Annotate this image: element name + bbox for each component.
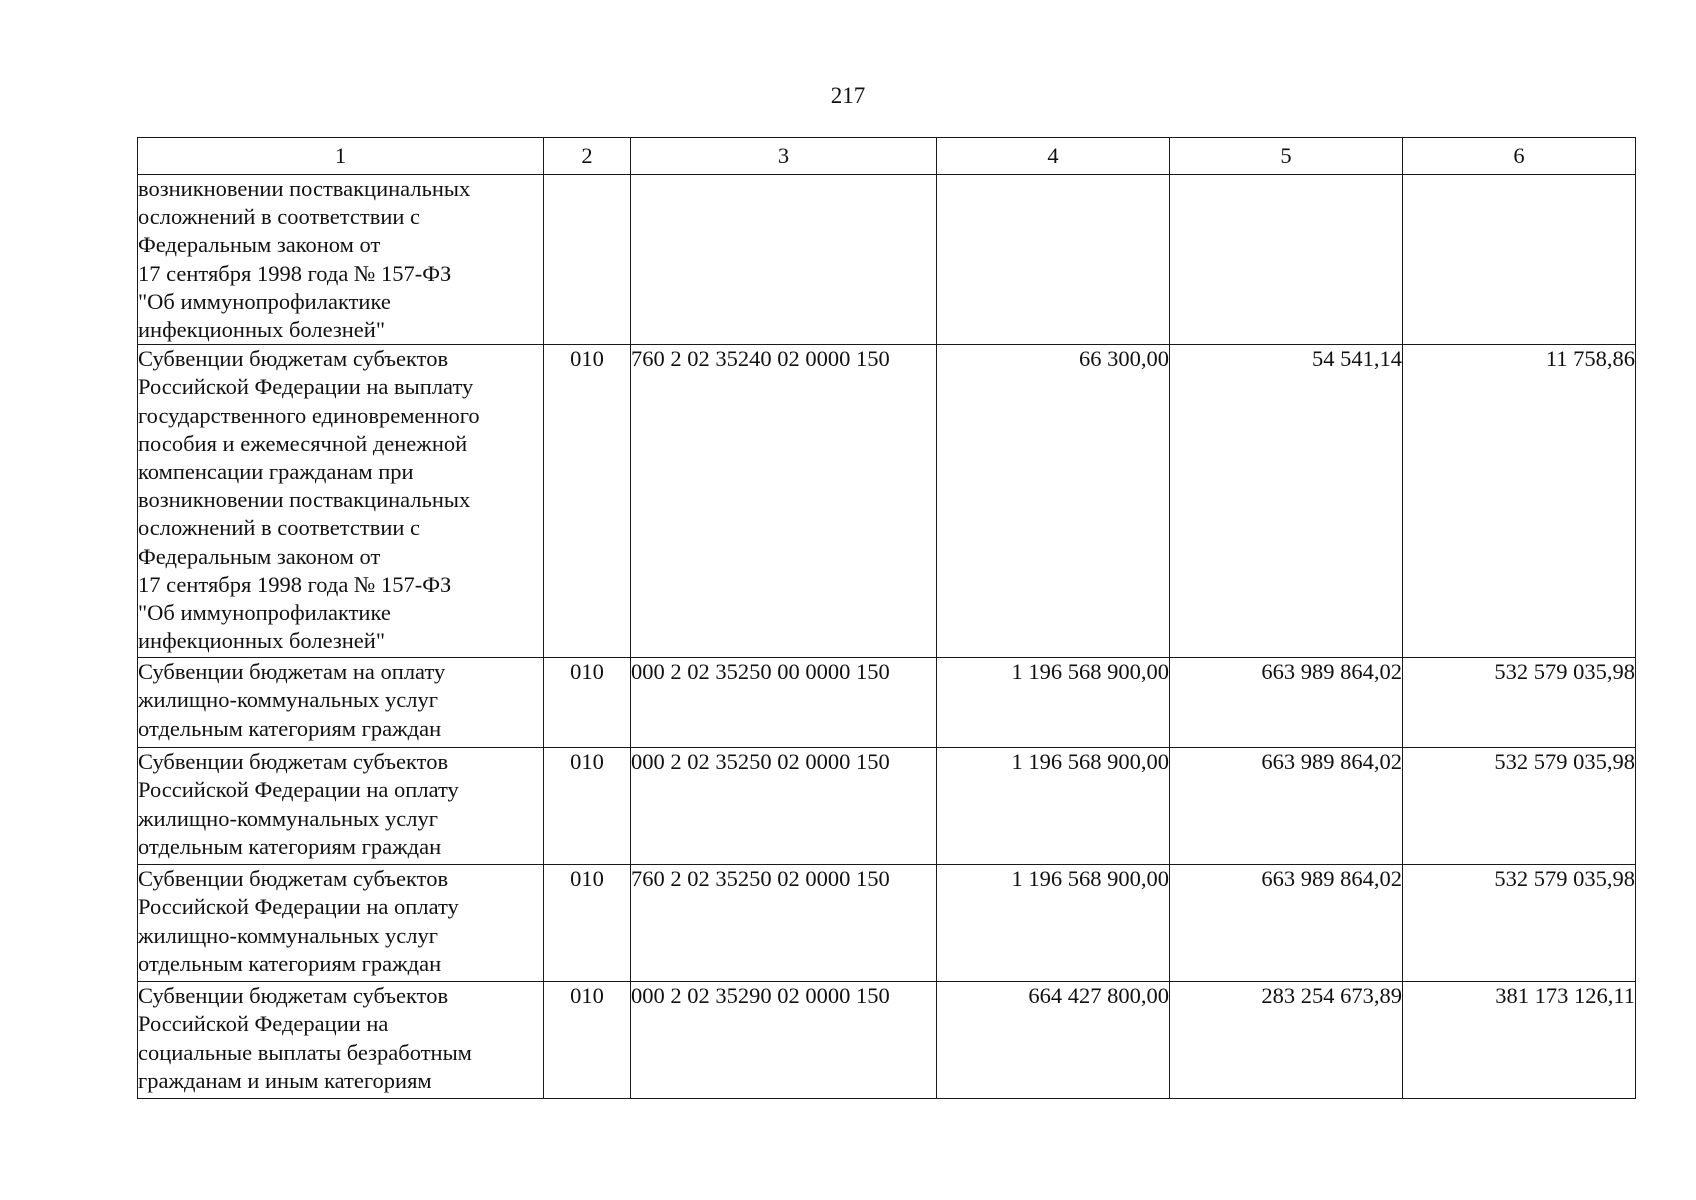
approved-amount-cell: 1 196 568 900,00 [937, 865, 1170, 982]
row-name-line: Федеральным законом от [138, 232, 381, 258]
row-name-line: осложнений в соответствии с [138, 204, 421, 230]
column-header-5: 5 [1170, 138, 1403, 175]
line-code-cell: 010 [544, 748, 631, 865]
row-name-line: пособия и ежемесячной денежной [138, 430, 468, 456]
approved-amount-cell: 66 300,00 [937, 345, 1170, 658]
row-name-line: возникновении поствакцинальных [138, 176, 471, 201]
unexecuted-amount-cell: 532 579 035,98 [1403, 865, 1636, 982]
executed-amount-cell: 663 989 864,02 [1170, 658, 1403, 748]
table-body [138, 175, 1636, 1099]
row-name-line: компенсации гражданам при [138, 459, 414, 485]
column-header-1: 1 [138, 138, 544, 175]
row-name-line: Российской Федерации на выплату [138, 374, 474, 400]
income-code-cell: 000 2 02 35290 02 0000 150 [631, 982, 937, 1099]
column-header-2: 2 [544, 138, 631, 175]
unexecuted-amount-cell [1403, 175, 1636, 345]
row-name-cell [138, 748, 544, 865]
row-name-line: Субвенции бюджетам субъектов [138, 749, 449, 775]
row-name-line: Российской Федерации на оплату [138, 777, 459, 803]
row-name-cell [138, 982, 544, 1099]
budget-revenue-table [137, 137, 1636, 1099]
approved-amount-cell: 664 427 800,00 [937, 982, 1170, 1099]
line-code-cell [544, 175, 631, 345]
row-name-line: 17 сентября 1998 года № 157-ФЗ [138, 260, 452, 286]
row-name-cell [138, 865, 544, 982]
table-row [138, 865, 1636, 982]
table-row [138, 748, 1636, 865]
row-name-line: инфекционных болезней" [138, 628, 386, 654]
row-name-line: Субвенции бюджетам субъектов [138, 983, 449, 1009]
row-name-line: возникновении поствакцинальных [138, 487, 471, 513]
row-name-line: 17 сентября 1998 года № 157-ФЗ [138, 571, 452, 597]
income-code-cell: 760 2 02 35240 02 0000 150 [631, 345, 937, 658]
row-name-line: Субвенции бюджетам субъектов [138, 346, 449, 372]
row-name-line: осложнений в соответствии с [138, 515, 421, 541]
row-name-line: государственного единовременного [138, 402, 480, 428]
row-name-line: жилищно-коммунальных услуг [138, 687, 438, 713]
approved-amount-cell [937, 175, 1170, 345]
row-name-line: "Об иммунопрофилактике [138, 288, 391, 314]
unexecuted-amount-cell: 532 579 035,98 [1403, 658, 1636, 748]
table-row [138, 345, 1636, 658]
line-code-cell: 010 [544, 865, 631, 982]
executed-amount-cell [1170, 175, 1403, 345]
income-code-cell: 000 2 02 35250 00 0000 150 [631, 658, 937, 748]
page-number: 217 [830, 83, 866, 108]
income-code-cell [631, 175, 937, 345]
row-name-line: отдельным категориям граждан [138, 950, 442, 976]
table-row [138, 982, 1636, 1099]
unexecuted-amount-cell: 532 579 035,98 [1403, 748, 1636, 865]
row-name-line: отдельным категориям граждан [138, 715, 442, 741]
row-name-line: инфекционных болезней" [138, 317, 386, 343]
column-header-4: 4 [937, 138, 1170, 175]
executed-amount-cell: 663 989 864,02 [1170, 748, 1403, 865]
row-name-line: отдельным категориям граждан [138, 833, 442, 859]
unexecuted-amount-cell: 381 173 126,11 [1403, 982, 1636, 1099]
row-name-line: Федеральным законом от [138, 543, 381, 569]
row-name-cell [138, 345, 544, 658]
unexecuted-amount-cell: 11 758,86 [1403, 345, 1636, 658]
income-code-cell: 760 2 02 35250 02 0000 150 [631, 865, 937, 982]
executed-amount-cell: 283 254 673,89 [1170, 982, 1403, 1099]
executed-amount-cell: 54 541,14 [1170, 345, 1403, 658]
line-code-cell: 010 [544, 345, 631, 658]
approved-amount-cell: 1 196 568 900,00 [937, 658, 1170, 748]
table-row [138, 658, 1636, 748]
income-code-cell: 000 2 02 35250 02 0000 150 [631, 748, 937, 865]
row-name-line: жилищно-коммунальных услуг [138, 805, 438, 831]
row-name-line: "Об иммунопрофилактике [138, 600, 391, 626]
row-name-cell [138, 658, 544, 748]
row-name-line: Субвенции бюджетам на оплату [138, 659, 446, 685]
row-name-line: гражданам и иным категориям [138, 1067, 432, 1093]
column-number-row [138, 138, 1636, 175]
row-name-line: жилищно-коммунальных услуг [138, 922, 438, 948]
column-header-3: 3 [631, 138, 937, 175]
approved-amount-cell: 1 196 568 900,00 [937, 748, 1170, 865]
row-name-line: Субвенции бюджетам субъектов [138, 866, 449, 892]
row-name-line: Российской Федерации на [138, 1011, 389, 1037]
executed-amount-cell: 663 989 864,02 [1170, 865, 1403, 982]
row-name-line: социальные выплаты безработным [138, 1039, 472, 1065]
line-code-cell: 010 [544, 982, 631, 1099]
row-name-line: Российской Федерации на оплату [138, 894, 459, 920]
row-name-cell [138, 175, 544, 345]
line-code-cell: 010 [544, 658, 631, 748]
column-header-6: 6 [1403, 138, 1636, 175]
table-row [138, 175, 1636, 345]
